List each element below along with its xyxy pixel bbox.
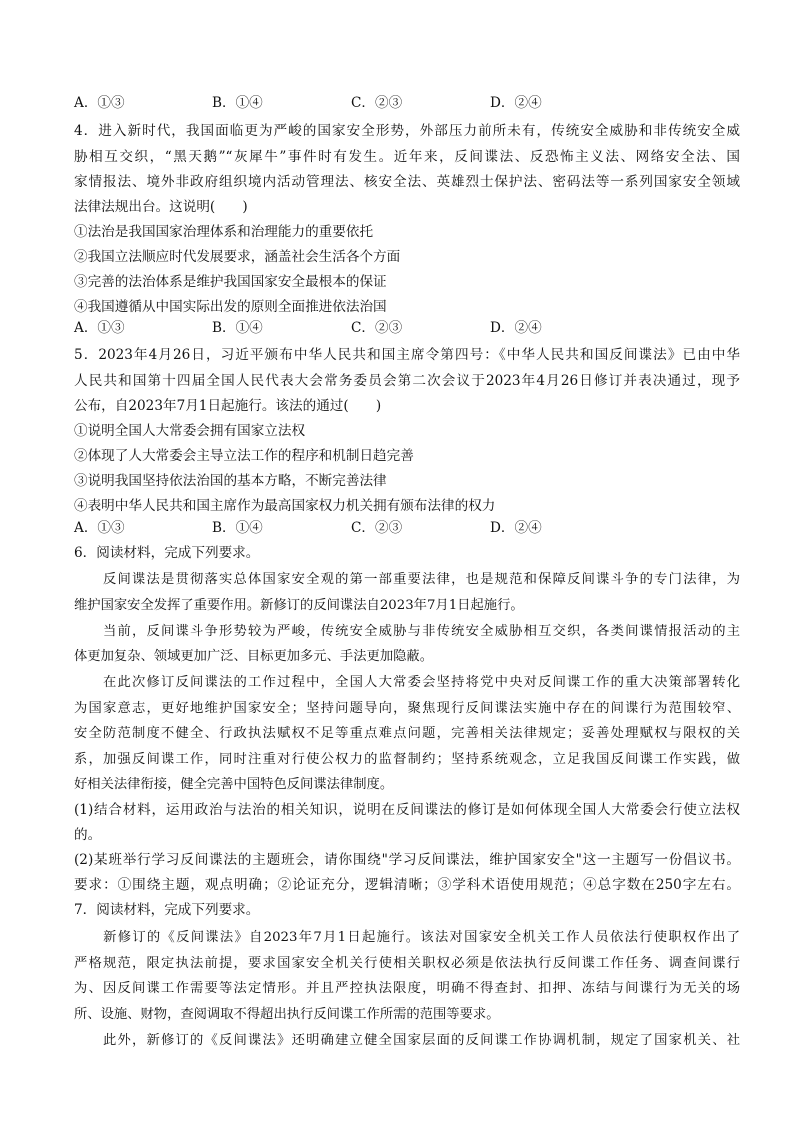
q4-option-a: A．①③ — [74, 320, 125, 336]
q5-stem-line: 人民共和国第十四届全国人民代表大会常务委员会第二次会议于2023年4月26日修订并表决通过，现予 — [74, 373, 740, 389]
q6-material-line: 系，加强反间谍工作，同时注重对行使公权力的监督制约；坚持系统观念，立足我国反间谍工作实践，做 — [74, 752, 740, 767]
q5-option-a: A．①③ — [74, 520, 125, 536]
q5-option-d: D．②④ — [490, 520, 542, 536]
q6-material-line: 为国家意志，更好地维护国家安全；坚持问题导向，聚焦现行反间谍法实施中存在的间谍行为范围较窄、 — [74, 701, 740, 716]
q5-option-c: C．②③ — [351, 520, 403, 536]
q5-stem-line: 公布，自2023年7月1日起施行。该法的通过( ) — [74, 398, 382, 414]
q7-material-line: 为、因反间谍工作需要等法定情形。并且严控执法限度，明确不得查封、扣押、冻结与间谍行为无关的场 — [74, 981, 740, 996]
q3-option-c: C．②③ — [351, 95, 403, 111]
q4-option-c: C．②③ — [351, 320, 403, 336]
q5-statement: ②体现了人大常委会主导立法工作的程序和机制日趋完善 — [74, 448, 414, 464]
q4-options — [74, 316, 734, 340]
q5-stem-line: 5．2023年4月26日，习近平颁布中华人民共和国主席令第四号：《中华人民共和国反间谍法》已由中华 — [74, 347, 740, 363]
q6-material-line: 安全防范制度不健全、行政执法赋权不足等重点难点问题，完善相关法律规定；妥善处理赋权与限权的关 — [74, 726, 740, 741]
q5-options — [74, 516, 734, 540]
q6-task-line: (2)某班举行学习反间谍法的主题班会，请你围绕"学习反间谍法，维护国家安全"这一主题写一份倡议书。 — [74, 852, 740, 868]
q6-material-line: 当前，反间谍斗争形势较为严峻，传统安全威胁与非传统安全威胁相互交织，各类间谍情报活动的主 — [74, 624, 740, 639]
q4-statement: ②我国立法顺应时代发展要求，涵盖社会生活各个方面 — [74, 249, 401, 265]
q4-stem-line: 胁相互交织，“黑天鹅”“灰犀牛”事件时有发生。近年来，反间谍法、反恐怖主义法、网络安全法、国 — [74, 149, 740, 165]
q6-material-line: 在此次修订反间谍法的工作过程中，全国人大常委会坚持将党中央对反间谍工作的重大决策部署转化 — [74, 675, 740, 690]
q6-material-line: 好相关法律衔接，健全完善中国特色反间谍法律制度。 — [74, 777, 394, 792]
q3-option-b: B．①④ — [212, 95, 263, 111]
q6-intro: 6．阅读材料，完成下列要求。 — [74, 545, 260, 561]
q4-statement: ④我国遵循从中国实际出发的原则全面推进依法治国 — [74, 299, 387, 315]
q5-statement: ④表明中华人民共和国主席作为最高国家权力机关拥有颁布法律的权力 — [74, 498, 496, 514]
q7-material-line: 所、设施、财物，查阅调取不得超出执行反间谍工作所需的范围等要求。 — [74, 1007, 500, 1022]
q3-option-a: A．①③ — [74, 95, 125, 111]
q5-option-b: B．①④ — [212, 520, 263, 536]
q7-material-line: 此外，新修订的《反间谍法》还明确建立健全国家层面的反间谍工作协调机制，规定了国家机关、社 — [74, 1033, 740, 1048]
q6-task-line: (1)结合材料，运用政治与法治的相关知识，说明在反间谍法的修订是如何体现全国人大常委会行使立法权 — [74, 802, 740, 818]
q7-intro: 7．阅读材料，完成下列要求。 — [74, 902, 260, 918]
q3-option-d: D．②④ — [490, 95, 542, 111]
q4-statement: ①法治是我国国家治理体系和治理能力的重要依托 — [74, 224, 374, 240]
q4-stem-line: 4．进入新时代，我国面临更为严峻的国家安全形势，外部压力前所未有，传统安全威胁和非传统安全威 — [74, 123, 740, 139]
q7-material-line: 严格规范，限定执法前提，要求国家安全机关行使相关职权必须是依法执行反间谍工作任务、调查间谍行 — [74, 956, 740, 971]
q6-task-line: 的。 — [74, 827, 102, 843]
q4-stem-line: 法律法规出台。这说明( ) — [74, 199, 248, 215]
q6-material-line: 维护国家安全发挥了重要作用。新修订的反间谍法自2023年7月1日起施行。 — [74, 598, 524, 613]
q3-options — [74, 91, 734, 115]
q5-statement: ①说明全国人大常委会拥有国家立法权 — [74, 423, 306, 439]
q4-option-d: D．②④ — [490, 320, 542, 336]
q7-material-line: 新修订的《反间谍法》自2023年7月1日起施行。该法对国家安全机关工作人员依法行使职权作出了 — [74, 930, 740, 945]
q4-stem-line: 家情报法、境外非政府组织境内活动管理法、核安全法、英雄烈士保护法、密码法等一系列国家安全领域 — [74, 174, 740, 190]
q6-material-line: 体更加复杂、领域更加广泛、目标更加多元、手法更加隐蔽。 — [74, 649, 434, 664]
q6-task-line: 要求：①围绕主题，观点明确；②论证充分，逻辑清晰；③学科术语使用规范；④总字数在250字左右。 — [74, 877, 740, 893]
q5-statement: ③说明我国坚持依法治国的基本方略，不断完善法律 — [74, 473, 387, 489]
q4-option-b: B．①④ — [212, 320, 263, 336]
q4-statement: ③完善的法治体系是维护我国国家安全最根本的保证 — [74, 274, 387, 290]
q6-material-line: 反间谍法是贯彻落实总体国家安全观的第一部重要法律，也是规范和保障反间谍斗争的专门法律，为 — [74, 572, 740, 587]
